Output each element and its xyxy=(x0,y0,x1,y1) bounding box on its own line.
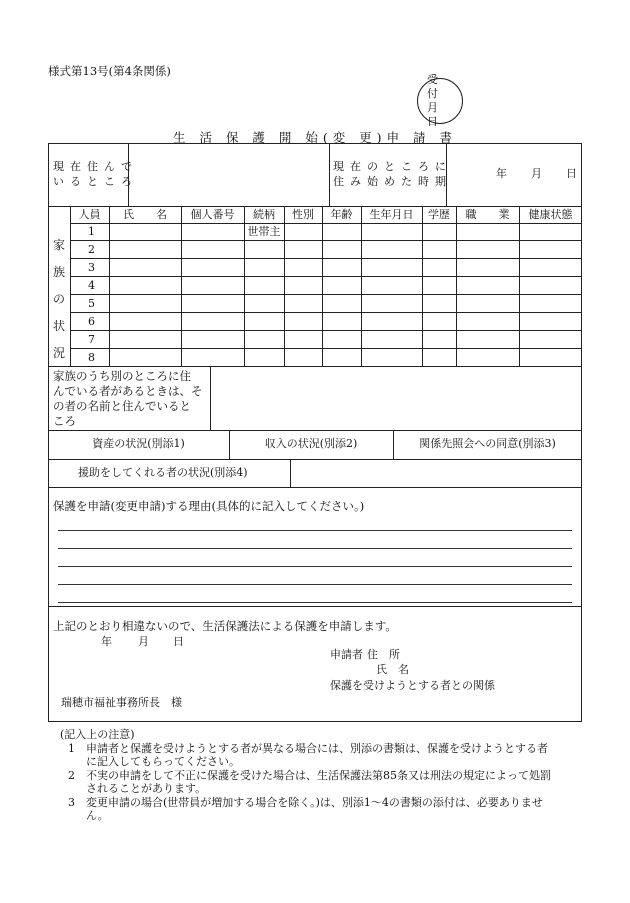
table-row-no: 5 xyxy=(88,297,95,310)
table-row-no: 3 xyxy=(88,261,95,274)
separate-label-2: んでいる者があるときは、そ xyxy=(53,384,203,398)
separate-label-4: ころ xyxy=(53,414,76,428)
col-header-sex: 性別 xyxy=(292,208,314,221)
declaration-month: 月 xyxy=(138,635,149,648)
declaration-text: 上記のとおり相違ないので、生活保護法による保護を申請します。 xyxy=(53,619,397,633)
applicant-label: 申請者 xyxy=(330,648,363,661)
table-row-no: 8 xyxy=(88,351,95,364)
table-row-no: 7 xyxy=(88,333,95,346)
since-year: 年 xyxy=(496,167,507,180)
form-number: 様式第13号(第4条関係) xyxy=(48,64,171,78)
since-label-1: 現在のところに xyxy=(333,160,452,173)
page-title: 生 活 保 護 開 始(変 更)申 請 書 xyxy=(172,130,458,145)
col-header-education: 学歴 xyxy=(428,208,450,221)
declaration-year: 年 xyxy=(101,635,112,648)
note-item: 2 不実の申請をして不正に保護を受けた場合は、生活保護法第85条又は刑法の規定によって処罰 されることがあります。 xyxy=(68,768,551,795)
applicant-address-label: 住 所 xyxy=(367,648,400,661)
separate-field[interactable] xyxy=(212,368,580,428)
col-header-age: 年齢 xyxy=(330,208,353,221)
reception-stamp xyxy=(417,73,463,128)
attachment-income: 収入の状況(別添2) xyxy=(264,437,358,450)
col-header-no: 人員 xyxy=(78,208,101,221)
residence-label-2: いるところ xyxy=(53,175,138,188)
col-header-health: 健康状態 xyxy=(528,208,573,221)
applicant-name-label: 氏 名 xyxy=(376,663,409,676)
since-day: 日 xyxy=(566,167,577,180)
since-date-field[interactable] xyxy=(448,145,580,204)
form-frame xyxy=(48,143,582,722)
table-row-no: 4 xyxy=(88,279,95,292)
table-row-no: 1 xyxy=(88,225,95,238)
table-row-relation: 世帯主 xyxy=(247,225,281,238)
separate-label-3: の者の名前と住んでいると xyxy=(53,399,191,413)
notes-heading: (記入上の注意) xyxy=(60,728,135,741)
separate-label-1: 家族のうち別のところに住 xyxy=(53,369,191,383)
residence-field[interactable] xyxy=(130,145,327,204)
attachment-support: 援助をしてくれる者の状況(別添4) xyxy=(78,466,248,479)
col-header-name: 氏 名 xyxy=(123,208,167,221)
recipient: 瑞穂市福祉事務所長 様 xyxy=(61,696,182,709)
col-header-birthdate: 生年月日 xyxy=(369,208,414,221)
since-label-2: 住み始めた時期 xyxy=(333,175,452,188)
stamp-line1: 受付 xyxy=(427,73,447,100)
table-row-no: 6 xyxy=(88,315,95,328)
since-month: 月 xyxy=(531,167,542,180)
notes xyxy=(60,728,580,823)
family-side-label: 家 族 の 状 況 xyxy=(52,238,65,360)
attachment-consent: 関係先照会への同意(別添3) xyxy=(419,437,556,450)
stamp-line2: 月日 xyxy=(427,101,447,128)
note-item: 1 申請者と保護を受けようとする者が異なる場合には、別添の書類は、保護を受けようとする者 に記入してもらってください。 xyxy=(68,741,548,768)
attachment-assets: 資産の状況(別添1) xyxy=(92,437,185,450)
col-header-id: 個人番号 xyxy=(190,208,235,221)
table-row-no: 2 xyxy=(88,243,95,256)
support-field[interactable] xyxy=(292,461,580,485)
col-header-relation: 続柄 xyxy=(253,208,275,221)
col-header-occupation: 職 業 xyxy=(465,208,510,221)
reason-label: 保護を申請(変更申請)する理由(具体的に記入してください。) xyxy=(53,499,365,513)
applicant-relationship-label: 保護を受けようとする者との関係 xyxy=(330,679,495,692)
declaration-day: 日 xyxy=(173,635,184,648)
residence-label-1: 現在住んで xyxy=(53,160,138,173)
note-item: 3 変更申請の場合(世帯員が増加する場合を除く。)は、別添1～4の書類の添付は、必要ありませ ん。 xyxy=(68,795,543,822)
